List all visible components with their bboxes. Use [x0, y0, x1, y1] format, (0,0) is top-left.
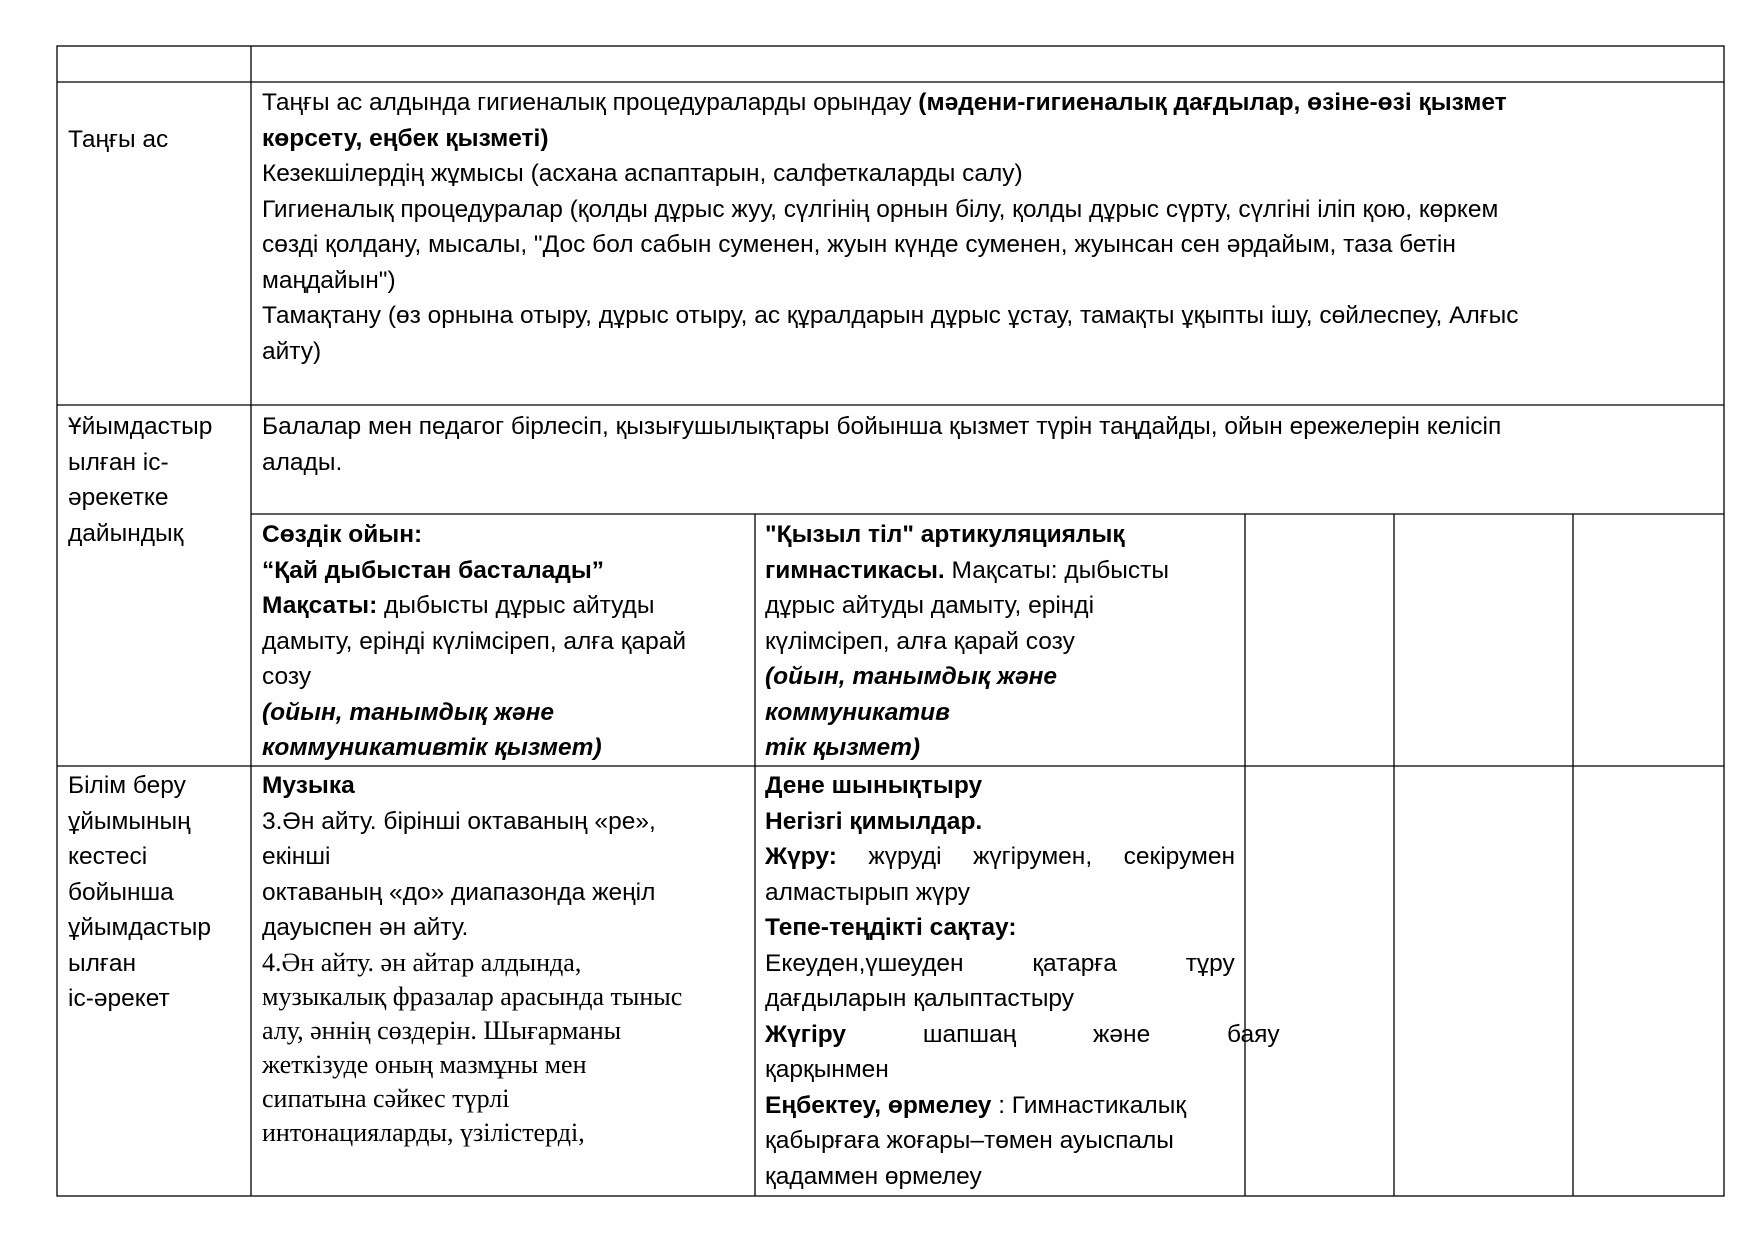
breakfast-hygiene-line3: маңдайын") — [262, 266, 396, 294]
music-line1: 3.Ән айту. бірінші октаваның «ре», — [262, 807, 656, 835]
breakfast-eating-line2: айту) — [262, 337, 322, 365]
music-serif-line5: сипатына сәйкес түрлі — [262, 1083, 510, 1113]
game1-goal-text: дыбысты дұрыс айтуды — [377, 592, 655, 619]
breakfast-p1-bold: (мәдени-гигиеналық дағдылар, өзіне-өзі қызмет — [918, 89, 1507, 116]
prep-intro-line2: алады. — [262, 448, 343, 476]
game2-note-line3: тік қызмет) — [765, 734, 921, 761]
pe-run-line1 — [765, 1017, 1280, 1053]
music-serif-block — [262, 946, 750, 1150]
game1-goal-line3: созу — [262, 663, 312, 690]
game1-name: “Қай дыбыстан басталады” — [262, 556, 605, 584]
game1-cell — [262, 517, 750, 766]
game2-goal-start: Мақсаты: дыбысты — [944, 556, 1169, 584]
pe-crawl-line1 — [765, 1088, 1235, 1124]
pe-run-line2: қарқынмен — [765, 1056, 889, 1083]
music-cell — [262, 768, 750, 1150]
pe-walk-label: Жүру: — [765, 843, 837, 870]
schedule-label-line1: Білім беру — [68, 772, 186, 799]
pe-walk-line1 — [765, 839, 1235, 875]
prep-label-line1: Ұйымдастыр — [68, 413, 213, 440]
breakfast-content-cell — [262, 85, 1717, 369]
music-line2: екінші — [262, 843, 331, 870]
game2-cell — [765, 517, 1240, 766]
game1-title: Сөздік ойын: — [262, 521, 423, 548]
pe-crawl-line2: қабырғаға жоғары–төмен ауыспалы — [765, 1127, 1174, 1154]
breakfast-label: Таңғы ас — [68, 126, 169, 153]
breakfast-p1-line2: көрсету, еңбек қызметі) — [262, 124, 549, 152]
breakfast-hygiene-line2: сөзді қолдану, мысалы, "Дос бол сабын суменен, жуын күнде суменен, жуынсан сен әрдайым, таза бетін — [262, 231, 1456, 258]
game2-goal-line4: күлімсіреп, алға қарай созу — [765, 627, 1075, 655]
schedule-label-cell — [68, 768, 248, 1017]
prep-label-line4: дайындық — [68, 519, 184, 547]
prep-label-cell — [68, 409, 248, 551]
pe-walk-text: жүруді жүгірумен, секірумен — [836, 843, 1235, 870]
pe-run-label: Жүгіру — [765, 1020, 847, 1048]
prep-label-line3: әрекетке — [68, 484, 169, 511]
music-serif-line4: жеткізуде оның мазмұны мен — [262, 1049, 587, 1079]
music-serif-line3: алу, әннің сөздерін. Шығарманы — [262, 1015, 622, 1045]
game1-note-line2: коммуникативтік қызмет) — [262, 734, 602, 761]
prep-intro-line1: Балалар мен педагог бірлесіп, қызығушылықтары бойынша қызмет түрін таңдайды, ойын ережелерін келісіп — [262, 413, 1502, 440]
game2-title-line2 — [765, 553, 1240, 589]
game1-goal-line2: дамыту, ерінді күлімсіреп, алға қарай — [262, 627, 687, 655]
pe-balance-line2: дағдыларын қалыптастыру — [765, 985, 1075, 1012]
pe-walk-line2: алмастырып жүру — [765, 878, 971, 906]
pe-crawl-line3: қадаммен өрмелеу — [765, 1162, 982, 1190]
schedule-label-line2: ұйымының — [68, 807, 191, 835]
schedule-label-line5: ұйымдастыр — [68, 914, 212, 941]
breakfast-label-cell — [68, 122, 243, 158]
schedule-label-line7: іс-әрекет — [68, 985, 170, 1012]
game2-title-line1: "Қызыл тіл" артикуляциялық — [765, 521, 1125, 548]
pe-subtitle: Негізгі қимылдар. — [765, 807, 983, 835]
pe-title: Дене шынықтыру — [765, 772, 983, 799]
pe-crawl-text: : Гимнастикалық — [991, 1091, 1187, 1119]
music-title: Музыка — [262, 772, 355, 799]
breakfast-duty: Кезекшілердің жұмысы (асхана аспаптарын, салфеткаларды салу) — [262, 160, 1023, 187]
pe-balance-label: Тепе-теңдікті сақтау: — [765, 914, 1017, 941]
breakfast-p1-text: Таңғы ас алдында гигиеналық процедураларды орындау — [262, 89, 919, 116]
game1-note-line1: (ойын, танымдық және — [262, 698, 555, 726]
music-line4: дауыспен ән айту. — [262, 914, 469, 941]
game2-note-line1: (ойын, танымдық және — [765, 663, 1058, 690]
game1-goal-line1 — [262, 588, 750, 624]
schedule-label-line3: кестесі — [68, 843, 148, 870]
music-serif-line1: 4.Ән айту. ән айтар алдында, — [262, 947, 582, 977]
game2-title-bold: гимнастикасы. — [765, 556, 945, 584]
music-serif-line2: музыкалық фразалар арасында тыныс — [262, 981, 683, 1011]
prep-label-line2: ылған іс- — [68, 448, 169, 476]
game2-goal-line3: дұрыс айтуды дамыту, ерінді — [765, 592, 1095, 619]
game2-note-line2: коммуникатив — [765, 698, 950, 726]
schedule-label-line6: ылған — [68, 949, 136, 977]
breakfast-hygiene-line1: Гигиеналық процедуралар (қолды дұрыс жуу, сүлгінің орнын білу, қолды дұрыс сүрту, сүлгіні іліп қою, көркем — [262, 195, 1499, 223]
pe-crawl-label: Еңбектеу, өрмелеу — [765, 1091, 992, 1119]
pe-cell — [765, 768, 1280, 1194]
music-line3: октаваның «до» диапазонда жеңіл — [262, 878, 656, 906]
pe-run-text: шапшаң және баяу — [846, 1020, 1280, 1048]
music-serif-line6: интонацияларды, үзілістерді, — [262, 1117, 585, 1147]
prep-intro-cell — [262, 409, 1717, 480]
pe-balance-line1: Екеуден,үшеуден қатарға тұру — [765, 949, 1235, 977]
breakfast-p1-line1 — [262, 85, 1717, 121]
breakfast-eating-line1: Тамақтану (өз орнына отыру, дұрыс отыру, ас құралдарын дұрыс ұстау, тамақты ұқыпты ішу, сөйлеспеу, Алғыс — [262, 302, 1519, 329]
schedule-label-line4: бойынша — [68, 878, 174, 906]
game1-goal-label: Мақсаты: — [262, 592, 378, 619]
